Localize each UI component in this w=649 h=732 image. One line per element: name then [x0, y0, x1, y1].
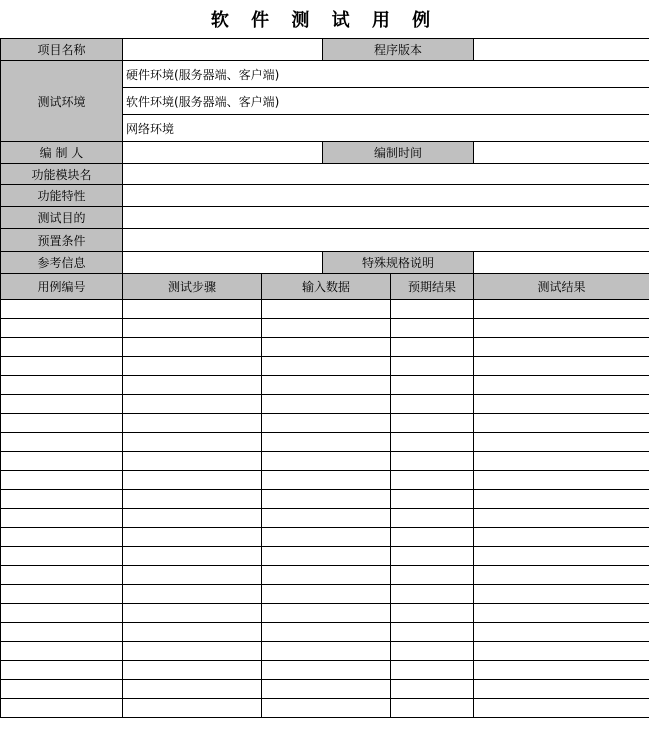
case-id-cell[interactable] [1, 547, 123, 566]
case-id-cell[interactable] [1, 642, 123, 661]
result-cell[interactable] [474, 604, 649, 623]
special-spec-label: 特殊规格说明 [323, 252, 474, 274]
result-cell[interactable] [474, 490, 649, 509]
case-id-cell[interactable] [1, 604, 123, 623]
steps-cell[interactable] [123, 357, 262, 376]
test-case-sheet [0, 38, 649, 718]
case-row [1, 338, 649, 357]
case-row [1, 395, 649, 414]
program-version-label: 程序版本 [323, 39, 474, 61]
steps-cell[interactable] [123, 585, 262, 604]
case-row [1, 566, 649, 585]
author-time-label: 编制时间 [323, 142, 474, 164]
result-cell[interactable] [474, 338, 649, 357]
case-id-cell[interactable] [1, 490, 123, 509]
result-cell[interactable] [474, 585, 649, 604]
case-rows [1, 300, 649, 718]
steps-cell[interactable] [123, 623, 262, 642]
col-header-case-id: 用例编号 [1, 274, 123, 300]
case-row [1, 528, 649, 547]
result-cell[interactable] [474, 566, 649, 585]
feature-label: 功能特性 [1, 185, 123, 207]
expected-cell[interactable] [391, 319, 474, 338]
expected-cell[interactable] [391, 604, 474, 623]
input-cell[interactable] [262, 699, 391, 718]
expected-cell[interactable] [391, 680, 474, 699]
expected-cell[interactable] [391, 509, 474, 528]
result-cell[interactable] [474, 395, 649, 414]
case-row [1, 623, 649, 642]
reference-cell[interactable] [123, 252, 323, 274]
result-cell[interactable] [474, 319, 649, 338]
input-cell[interactable] [262, 509, 391, 528]
expected-cell[interactable] [391, 661, 474, 680]
case-id-cell[interactable] [1, 699, 123, 718]
input-cell[interactable] [262, 319, 391, 338]
expected-cell[interactable] [391, 357, 474, 376]
result-cell[interactable] [474, 414, 649, 433]
case-row [1, 547, 649, 566]
input-cell[interactable] [262, 471, 391, 490]
input-cell[interactable] [262, 680, 391, 699]
precondition-label: 预置条件 [1, 229, 123, 252]
case-id-cell[interactable] [1, 566, 123, 585]
expected-cell[interactable] [391, 414, 474, 433]
input-cell[interactable] [262, 300, 391, 319]
input-cell[interactable] [262, 357, 391, 376]
steps-cell[interactable] [123, 300, 262, 319]
result-cell[interactable] [474, 509, 649, 528]
steps-cell[interactable] [123, 338, 262, 357]
case-row [1, 433, 649, 452]
input-cell[interactable] [262, 338, 391, 357]
result-cell[interactable] [474, 452, 649, 471]
input-cell[interactable] [262, 642, 391, 661]
input-cell[interactable] [262, 623, 391, 642]
steps-cell[interactable] [123, 414, 262, 433]
input-cell[interactable] [262, 376, 391, 395]
expected-cell[interactable] [391, 585, 474, 604]
steps-cell[interactable] [123, 528, 262, 547]
author-time-cell[interactable] [474, 142, 649, 164]
case-id-cell[interactable] [1, 509, 123, 528]
case-id-cell[interactable] [1, 395, 123, 414]
input-cell[interactable] [262, 585, 391, 604]
steps-cell[interactable] [123, 490, 262, 509]
expected-cell[interactable] [391, 490, 474, 509]
steps-cell[interactable] [123, 680, 262, 699]
case-row [1, 376, 649, 395]
steps-cell[interactable] [123, 566, 262, 585]
case-id-cell[interactable] [1, 319, 123, 338]
case-row [1, 680, 649, 699]
expected-cell[interactable] [391, 338, 474, 357]
expected-cell[interactable] [391, 471, 474, 490]
steps-cell[interactable] [123, 547, 262, 566]
expected-cell[interactable] [391, 566, 474, 585]
col-header-result: 测试结果 [474, 274, 649, 300]
project-name-cell[interactable] [123, 39, 323, 61]
expected-cell[interactable] [391, 300, 474, 319]
case-row [1, 642, 649, 661]
purpose-label: 测试目的 [1, 207, 123, 229]
result-cell[interactable] [474, 699, 649, 718]
case-id-cell[interactable] [1, 414, 123, 433]
special-spec-cell[interactable] [474, 252, 649, 274]
expected-cell[interactable] [391, 376, 474, 395]
result-cell[interactable] [474, 357, 649, 376]
expected-cell[interactable] [391, 395, 474, 414]
expected-cell[interactable] [391, 528, 474, 547]
case-id-cell[interactable] [1, 338, 123, 357]
precondition-cell[interactable] [123, 229, 649, 252]
input-cell[interactable] [262, 566, 391, 585]
result-cell[interactable] [474, 471, 649, 490]
sheet-title: 软 件 测 试 用 例 [210, 10, 439, 31]
expected-cell[interactable] [391, 452, 474, 471]
result-cell[interactable] [474, 547, 649, 566]
result-cell[interactable] [474, 300, 649, 319]
steps-cell[interactable] [123, 395, 262, 414]
input-cell[interactable] [262, 528, 391, 547]
case-row [1, 452, 649, 471]
case-row [1, 357, 649, 376]
result-cell[interactable] [474, 376, 649, 395]
steps-cell[interactable] [123, 471, 262, 490]
hardware-env-cell[interactable]: 硬件环境(服务器端、客户端) [123, 61, 649, 88]
result-cell[interactable] [474, 661, 649, 680]
result-cell[interactable] [474, 642, 649, 661]
case-row [1, 490, 649, 509]
author-cell[interactable] [123, 142, 323, 164]
steps-cell[interactable] [123, 433, 262, 452]
result-cell[interactable] [474, 623, 649, 642]
project-name-label: 项目名称 [1, 39, 123, 61]
feature-cell[interactable] [123, 185, 649, 207]
case-row [1, 699, 649, 718]
case-id-cell[interactable] [1, 452, 123, 471]
case-id-cell[interactable] [1, 661, 123, 680]
case-row [1, 300, 649, 319]
case-row [1, 604, 649, 623]
reference-label: 参考信息 [1, 252, 123, 274]
case-id-cell[interactable] [1, 300, 123, 319]
input-cell[interactable] [262, 490, 391, 509]
case-id-cell[interactable] [1, 376, 123, 395]
input-cell[interactable] [262, 395, 391, 414]
software-env-cell[interactable]: 软件环境(服务器端、客户端) [123, 88, 649, 115]
steps-cell[interactable] [123, 509, 262, 528]
case-id-cell[interactable] [1, 528, 123, 547]
steps-cell[interactable] [123, 452, 262, 471]
module-name-cell[interactable] [123, 164, 649, 185]
expected-cell[interactable] [391, 642, 474, 661]
expected-cell[interactable] [391, 433, 474, 452]
case-row [1, 319, 649, 338]
steps-cell[interactable] [123, 661, 262, 680]
steps-cell[interactable] [123, 699, 262, 718]
case-row [1, 471, 649, 490]
result-cell[interactable] [474, 680, 649, 699]
case-id-cell[interactable] [1, 433, 123, 452]
col-header-input: 输入数据 [262, 274, 391, 300]
module-name-label: 功能模块名 [1, 164, 123, 185]
network-env-cell[interactable]: 网络环境 [123, 115, 649, 142]
case-id-cell[interactable] [1, 471, 123, 490]
steps-cell[interactable] [123, 319, 262, 338]
case-row [1, 414, 649, 433]
steps-cell[interactable] [123, 376, 262, 395]
case-id-cell[interactable] [1, 585, 123, 604]
expected-cell[interactable] [391, 623, 474, 642]
steps-cell[interactable] [123, 604, 262, 623]
input-cell[interactable] [262, 414, 391, 433]
result-cell[interactable] [474, 433, 649, 452]
input-cell[interactable] [262, 661, 391, 680]
input-cell[interactable] [262, 433, 391, 452]
test-env-label: 测试环境 [1, 61, 123, 142]
col-header-steps: 测试步骤 [123, 274, 262, 300]
case-id-cell[interactable] [1, 623, 123, 642]
case-id-cell[interactable] [1, 680, 123, 699]
expected-cell[interactable] [391, 547, 474, 566]
case-id-cell[interactable] [1, 357, 123, 376]
input-cell[interactable] [262, 604, 391, 623]
input-cell[interactable] [262, 452, 391, 471]
purpose-cell[interactable] [123, 207, 649, 229]
case-row [1, 661, 649, 680]
case-row [1, 585, 649, 604]
result-cell[interactable] [474, 528, 649, 547]
steps-cell[interactable] [123, 642, 262, 661]
expected-cell[interactable] [391, 699, 474, 718]
col-header-expected: 预期结果 [391, 274, 474, 300]
case-row [1, 509, 649, 528]
author-label: 编 制 人 [1, 142, 123, 164]
program-version-cell[interactable] [474, 39, 649, 61]
input-cell[interactable] [262, 547, 391, 566]
